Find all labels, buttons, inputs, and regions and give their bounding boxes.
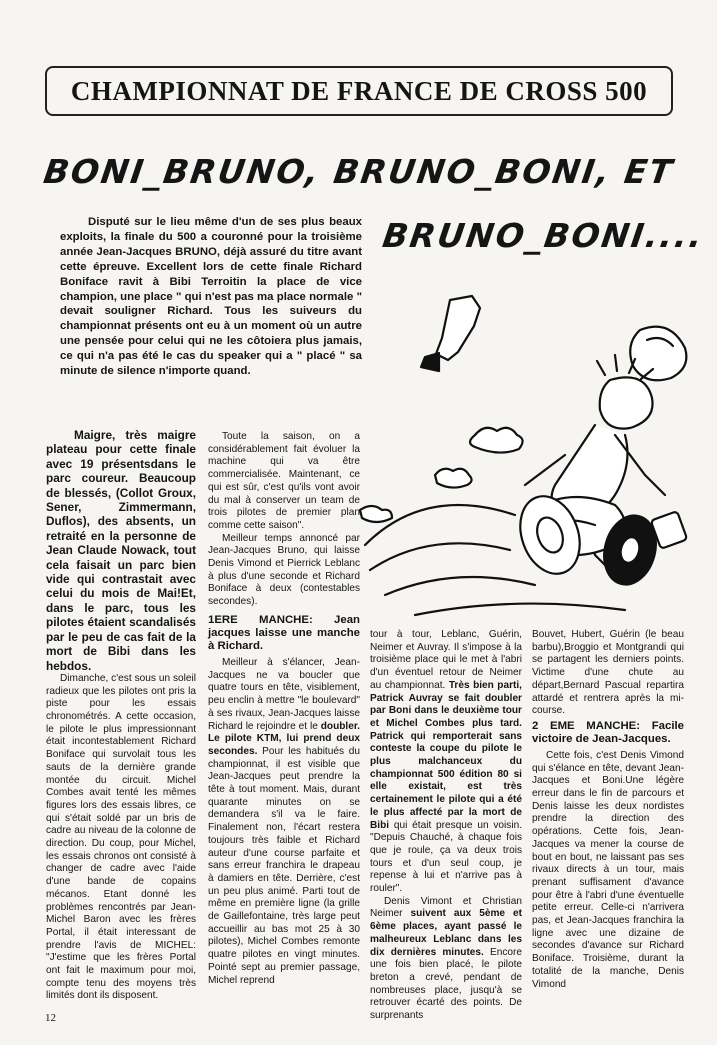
section-header-box	[45, 66, 673, 116]
text-span: Meilleur à s'élancer, Jean-Jacques ne va boucler que quatre tours en tête, visiblement, peu enclin à mettre "le boulevard" à ses rivaux, Jean-Jacques laisse Richard le rejoindre et le	[208, 657, 360, 732]
first-heat-heading: 1ERE MANCHE: Jean jacques laisse une manche à Richard.	[208, 614, 360, 652]
column-2-paragraph-3	[208, 657, 360, 987]
text-span: Denis Vimont et Christian Neimer	[370, 895, 522, 920]
column-4-paragraph-1: Bouvet, Hubert, Guérin (le beau barbu),Broggio et Montgrandi qui se partagent les derniers points. Victime d'une chute au départ,Bernard Pascual repartira attardé et rentrera après la mi-course.	[532, 629, 684, 717]
column-1-lead: Maigre, très maigre plateau pour cette finale avec 19 présentsdans le parc coureur. Beaucoup de blessés, (Collot Groux, Sener, Zimmermann, Duflos), des absents, un retraité en la personne de Jean Claude Nowack, tout cela faisait un parc bien vide qui contrastait avec celui du mois de Mai!Et, dans le parc, tous les pilotes étaient scandalisés par le peu de cas fait de la mort de Bibi dans les hebdos.	[46, 428, 196, 673]
intro-paragraph: Disputé sur le lieu même d'un de ses plus beaux exploits, la finale du 500 a couronné pour la troisième année Jean-Jacques BRUNO, déjà assuré du titre avant cette épreuve. Excellent lors de cette finale Richard Boniface ravit à Bibi Terroitin la place de vice champion, une place " qui n'est pas ma place normale " devait souligner Richard. Tous les suiveurs du championnat présents ont eu à un moment où un autre une pensée pour celui qui ne les côtoiera plus jamais, ce qui n'a pas été le cas du speaker qui a " placé " sa minute de silence n'importe quand.	[60, 216, 362, 378]
column-2-paragraph-1: Toute la saison, on a considérablement fait évoluer la machine qui va être commercialisée. Maintenant, ce qui est sûr, c'est qu'ils vont avoir du mal à conserver un team de trois pilotes de premier plan comme cette saison".	[208, 431, 360, 531]
column-2-top	[208, 431, 360, 609]
column-4-paragraph-2: Cette fois, c'est Denis Vimond qui s'élance en tête, devant Jean-Jacques et Boni.Une légère erreur dans le fin de parcours et Denis laisse les deux nordistes prendre la direction des opérations. Cette fois, Jean-Jacques va mener la course de bout en bout, ne laissant pas ses rivaux directs à un tour, mais prenant suffisament d'avance pour être à l'abri d'une éventuelle petite erreur. Celle-ci n'arrivera pas, et Jean-Jacques franchira la ligne avec une dizaine de secondes d'avance sur Richard Boniface. Troisième, durant la totalité de la manche, Denis Vimond	[532, 749, 684, 990]
motocross-cartoon-illustration	[355, 285, 700, 630]
text-span: tour à tour, Leblanc, Guérin, Neimer et Auvray. Il s'impose à la troisième place qui le met à l'abri d'un éventuel retour de Neimer au championnat.	[370, 629, 522, 691]
column-3	[370, 629, 522, 1023]
second-heat-heading: 2 EME MANCHE: Facile victoire de Jean-Jacques.	[532, 719, 684, 745]
column-2-paragraph-2: Meilleur temps annoncé par Jean-Jacques Bruno, qui laisse Denis Vimond et Pierrick Leblanc à plus d'une seconde et Richard Boniface à deux (contestables secondes).	[208, 532, 360, 608]
bold-span: doubler. Le pilote KTM, lui prend deux secondes.	[208, 720, 360, 757]
text-span: Encore une fois bien placé, le pilote breton a crevé, pendant de nombreuses place, jusqu'à se retrouver écarté des points. De surprenants	[370, 946, 522, 1022]
bold-span: suivent aux 5ème et 6ème places, ayant passé le malheureux Leblanc dans les dix dernières minutes.	[370, 908, 522, 958]
page-number: 12	[45, 1012, 56, 1024]
text-span: Pour les habitués du championnat, il est visible que Jean-Jacques peut prendre la tête à tout moment. Mais, durant quarante minutes on se demandera s'il va le faire. Finalement non, l'écart restera toujours très faible et Richard auteur d'une course parfaite et sans erreur franchira le drapeau à damiers en tête. Derrière, c'est un peu plus animé. Parti tout de même en première ligne (la grille de Gaillefontaine, très large peut accueillir au bas mot 25 à 30 pilotes), Michel Combes remonte quatre pilotes en vingt minutes. Pointé sept au premier passage, Michel reprend	[208, 745, 360, 986]
column-1	[46, 428, 196, 1003]
column-1-body: Dimanche, c'est sous un soleil radieux que les pilotes ont pris la piste pour les essais chronométrés. A cette occasion, le pilote le plus impressionnant était incontestablement Richard Boniface qui survolait tous les sauts de la dernière grande montée du circuit. Michel Combes avait tenté les mêmes figures lors des essais libres, ce qui s'était soldé par un bris de cadre au niveau de la colonne de direction. Du coup, pour Michel, les essais chronos ont consisté à changer de cadre avec l'aide d'une bande de copains mécanos. Etant donné les problèmes rencontrés par Jean-Michel Baron avec les frères Portal, il était interessant de prendre l'avis de MICHEL: "J'estime que les frères Portal ont fait le maximum pour moi, compte tenu des moyens très limités dont ils disposent.	[46, 672, 196, 1002]
headline-line-2: BRUNO_BONI....	[380, 216, 707, 255]
headline-line-1: BONI_BRUNO, BRUNO_BONI, ET	[41, 152, 677, 191]
bold-span: Très bien parti, Patrick Auvray se fait doubler par Boni dans le deuxième tour et Michel Combes plus tard. Patrick qui remporterait sans conteste la coupe du pilote le plus malchanceux du championnat 500 édition 80 si elle existait, est très certainement le pilote qui a été le plus affecté par la mort de Bibi	[370, 679, 522, 831]
column-2-bottom	[208, 612, 360, 987]
column-4	[532, 629, 684, 991]
text-span: qui était presque un voisin. "Depuis Chauché, à chaque fois que je roule, ça va deux trois tours et d'un seul coup, je repense à lui et n'arrive pas à rouler".	[370, 819, 522, 895]
column-3-paragraph-1	[370, 629, 522, 896]
column-3-paragraph-2	[370, 896, 522, 1023]
section-header-title: CHAMPIONNAT DE FRANCE DE CROSS 500	[70, 75, 648, 106]
